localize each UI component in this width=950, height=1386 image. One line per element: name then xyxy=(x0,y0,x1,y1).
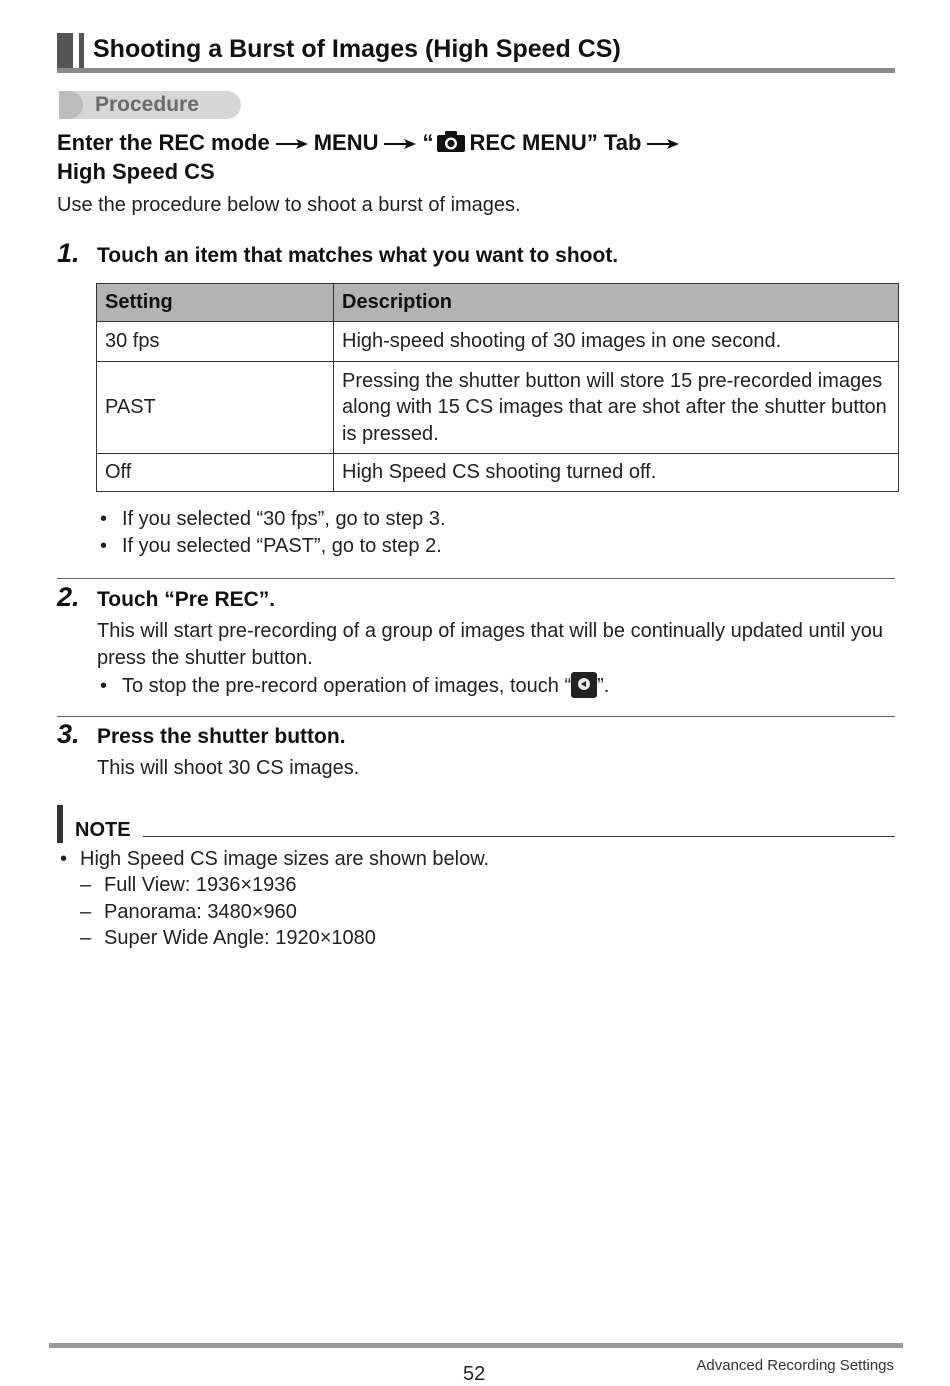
bullet-text: If you selected “30 fps”, go to step 3. xyxy=(122,508,446,530)
footer-rule xyxy=(49,1343,903,1348)
table-cell-description: High Speed CS shooting turned off. xyxy=(334,454,899,492)
table-header-row xyxy=(97,284,899,322)
arrow-right-icon xyxy=(647,138,679,150)
menu-path-open-quote: “ xyxy=(422,130,434,155)
note-main-text: High Speed CS image sizes are shown below. xyxy=(80,848,490,870)
step-1-bullet: • If you selected “PAST”, go to step 2. xyxy=(100,535,442,557)
bullet-suffix: ”. xyxy=(597,675,610,697)
page-title-bar xyxy=(57,33,895,73)
page-title: Shooting a Burst of Images (High Speed CS) xyxy=(93,35,621,63)
table-cell-description: High-speed shooting of 30 images in one second. xyxy=(334,322,899,362)
step-2-number: 2. xyxy=(57,582,80,612)
title-stripe-decoration xyxy=(79,33,84,73)
table-row xyxy=(97,454,899,492)
note-item-text: Super Wide Angle: 1920×1080 xyxy=(104,927,376,949)
note-item: – Super Wide Angle: 1920×1080 xyxy=(80,927,376,949)
table-cell-setting: PAST xyxy=(97,362,334,454)
procedure-badge xyxy=(59,91,241,119)
table-row xyxy=(97,362,899,454)
step-3-number: 3. xyxy=(57,719,80,749)
section-divider xyxy=(57,716,895,717)
camera-icon xyxy=(436,131,466,153)
note-item-text: Panorama: 3480×960 xyxy=(104,901,297,923)
settings-table xyxy=(96,283,899,492)
step-2-body: This will start pre-recording of a group of images that will be continually updated until you press the shutter button. xyxy=(97,620,883,669)
intro-text: Use the procedure below to shoot a burst of images. xyxy=(57,194,521,216)
menu-path xyxy=(57,128,685,186)
step-1-heading: Touch an item that matches what you want to shoot. xyxy=(97,244,619,267)
note-item: – Full View: 1936×1936 xyxy=(80,874,297,896)
table-header-description: Description xyxy=(334,284,899,322)
step-3-body: This will shoot 30 CS images. xyxy=(97,757,360,779)
note-label: NOTE xyxy=(75,819,131,841)
menu-path-part1: Enter the REC mode xyxy=(57,130,270,155)
note-rule xyxy=(143,836,895,837)
title-underline xyxy=(57,68,895,73)
arrow-right-icon xyxy=(276,138,308,150)
note-item-text: Full View: 1936×1936 xyxy=(104,874,297,896)
menu-path-part2: MENU xyxy=(313,130,379,155)
note-bar-decoration xyxy=(57,805,63,843)
table-cell-setting: Off xyxy=(97,454,334,492)
procedure-badge-tab xyxy=(59,91,83,119)
title-block-decoration xyxy=(57,33,73,73)
menu-path-part4: High Speed CS xyxy=(57,159,215,184)
step-2-bullet: • To stop the pre-record operation of images, touch “ ”. xyxy=(100,672,609,698)
page-number: 52 xyxy=(463,1363,486,1385)
step-1-bullet: • If you selected “30 fps”, go to step 3. xyxy=(100,508,446,530)
note-bullet: • High Speed CS image sizes are shown below. xyxy=(60,848,490,870)
table-header-setting: Setting xyxy=(97,284,334,322)
note-item: – Panorama: 3480×960 xyxy=(80,901,297,923)
step-2-heading: Touch “Pre REC”. xyxy=(97,588,276,611)
step-3-heading: Press the shutter button. xyxy=(97,725,346,748)
footer-section-title: Advanced Recording Settings xyxy=(696,1357,894,1374)
procedure-label: Procedure xyxy=(95,93,199,116)
table-cell-description: Pressing the shutter button will store 15 pre-recorded images along with 15 CS images that are shot after the shutter button is pressed. xyxy=(334,362,899,454)
table-row xyxy=(97,322,899,362)
step-1-number: 1. xyxy=(57,238,80,268)
bullet-text: If you selected “PAST”, go to step 2. xyxy=(122,535,442,557)
back-icon xyxy=(571,672,597,698)
arrow-right-icon xyxy=(384,138,416,150)
bullet-text: To stop the pre-record operation of images, touch “ xyxy=(122,675,572,697)
menu-path-part3: REC MENU” Tab xyxy=(469,130,642,155)
section-divider xyxy=(57,578,895,579)
table-cell-setting: 30 fps xyxy=(97,322,334,362)
